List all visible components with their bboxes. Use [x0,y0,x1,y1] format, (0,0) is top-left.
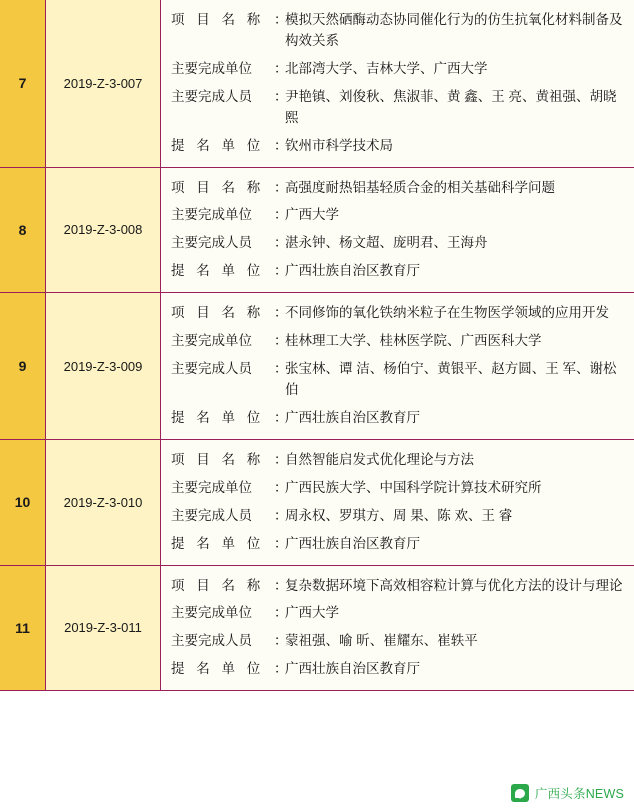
field-value: 自然智能启发式优化理论与方法 [285,451,474,467]
field-label: 提 名 单 位 [171,137,265,153]
field-colon: ： [274,361,288,377]
field-label: 提 名 单 位 [171,661,265,677]
field-label: 主要完成人员 [171,235,252,251]
field-value: 北部湾大学、吉林大学、广西大学 [285,60,488,76]
field-value: 广西壮族自治区教育厅 [285,661,420,677]
row-code-cell: 2019-Z-3-007 [46,0,161,167]
field-value: 广西壮族自治区教育厅 [285,535,420,551]
field-colon: ： [274,88,288,104]
field-label: 项 目 名 称 [171,577,265,593]
field-nominating-unit [171,136,626,157]
field-colon: ： [274,479,288,495]
field-main-people [171,87,626,129]
field-value: 张宝林、谭 洁、杨伯宁、黄银平、赵方圆、王 军、谢松伯 [285,361,617,397]
field-label: 主要完成人员 [171,88,252,104]
field-value: 尹艳镇、刘俊秋、焦淑菲、黄 鑫、王 亮、黄祖强、胡晓熙 [285,88,617,125]
field-value: 蒙祖强、喻 昕、崔耀东、崔轶平 [285,633,478,649]
field-value: 不同修饰的氧化铁纳米粒子在生物医学领域的应用开发 [285,305,609,321]
field-label: 主要完成单位 [171,479,252,495]
field-label: 项 目 名 称 [171,12,265,27]
field-main-people [171,233,626,254]
field-label: 主要完成单位 [171,60,252,76]
field-main-units [171,478,626,499]
field-colon: ： [274,12,288,27]
field-colon: ： [274,60,288,76]
table-row [0,293,634,440]
field-colon: ： [274,577,288,593]
field-project-name [171,10,626,52]
field-label: 提 名 单 位 [171,535,265,551]
field-main-units [171,331,626,352]
row-number-cell: 7 [0,0,46,167]
field-colon: ： [274,179,288,195]
field-nominating-unit [171,659,626,680]
field-label: 项 目 名 称 [171,179,265,195]
field-nominating-unit [171,261,626,282]
row-detail-cell [161,566,634,691]
field-main-units [171,59,626,80]
table-row [0,566,634,692]
field-value: 广西大学 [285,605,339,621]
field-value: 周永权、罗琪方、周 果、陈 欢、王 睿 [285,507,513,523]
field-value: 广西壮族自治区教育厅 [285,409,420,425]
field-value: 高强度耐热铝基轻质合金的相关基础科学问题 [285,179,555,195]
row-number-cell: 10 [0,440,46,565]
table-row [0,440,634,566]
field-project-name [171,178,626,199]
field-colon: ： [274,409,288,425]
field-value: 广西壮族自治区教育厅 [285,263,420,279]
row-number-cell: 11 [0,566,46,691]
field-label: 主要完成单位 [171,333,252,349]
field-colon: ： [274,263,288,279]
field-project-name [171,576,626,597]
field-nominating-unit [171,534,626,555]
field-value: 复杂数据环境下高效相容粒计算与优化方法的设计与理论 [285,577,623,593]
row-detail-cell [161,293,634,439]
field-colon: ： [274,507,288,523]
field-value: 广西大学 [285,207,339,223]
field-colon: ： [274,207,288,223]
field-colon: ： [274,633,288,649]
footer-account-name: 广西头条NEWS [534,787,624,801]
field-colon: ： [274,235,288,251]
row-detail-cell [161,440,634,565]
field-label: 主要完成单位 [171,605,252,621]
field-label: 主要完成人员 [171,361,252,377]
field-value: 桂林理工大学、桂林医学院、广西医科大学 [285,333,542,349]
field-label: 项 目 名 称 [171,451,265,467]
field-nominating-unit [171,408,626,429]
field-label: 主要完成单位 [171,207,252,223]
wechat-leaf-logo-icon [511,784,529,802]
field-main-units [171,603,626,624]
row-code-cell: 2019-Z-3-011 [46,566,161,691]
table-row [0,0,634,168]
field-label: 项 目 名 称 [171,305,265,321]
field-label: 主要完成人员 [171,507,252,523]
field-project-name [171,303,626,324]
field-colon: ： [274,605,288,621]
field-label: 提 名 单 位 [171,263,265,279]
field-value: 广西民族大学、中国科学院计算技术研究所 [285,479,542,495]
field-colon: ： [274,137,288,153]
field-value: 湛永钟、杨文超、庞明君、王海舟 [285,235,488,251]
footer-watermark [511,784,624,802]
row-code-cell: 2019-Z-3-008 [46,168,161,293]
row-detail-cell [161,0,634,167]
field-colon: ： [274,305,288,321]
field-project-name [171,450,626,471]
field-main-people [171,631,626,652]
field-label: 提 名 单 位 [171,409,265,425]
field-colon: ： [274,535,288,551]
field-main-units [171,205,626,226]
field-colon: ： [274,451,288,467]
field-colon: ： [274,333,288,349]
field-label: 主要完成人员 [171,633,252,649]
row-number-cell: 9 [0,293,46,439]
row-number-cell: 8 [0,168,46,293]
field-value: 钦州市科学技术局 [285,137,393,153]
field-value: 模拟天然硒酶动态协同催化行为的仿生抗氧化材料制备及构效关系 [285,12,623,48]
field-colon: ： [274,661,288,677]
row-detail-cell [161,168,634,293]
row-code-cell: 2019-Z-3-010 [46,440,161,565]
field-main-people [171,506,626,527]
table-row [0,168,634,294]
field-main-people [171,359,626,401]
row-code-cell: 2019-Z-3-009 [46,293,161,439]
